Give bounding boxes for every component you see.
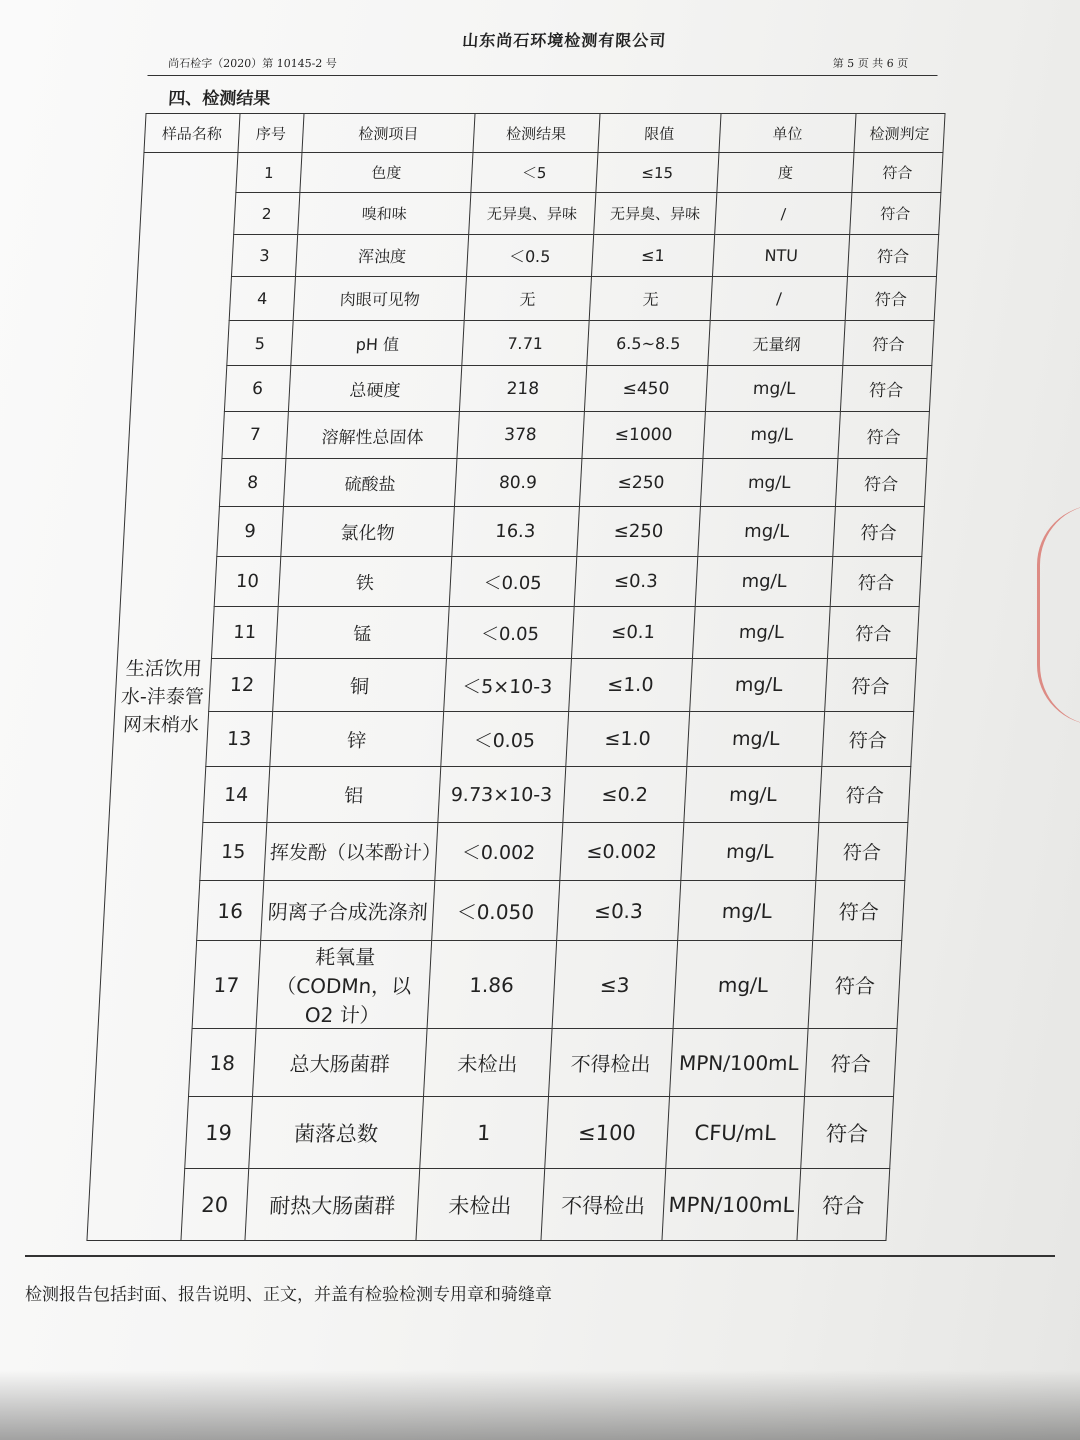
cell-result: 无异臭、异味 xyxy=(469,193,596,235)
cell-result: ＜5 xyxy=(471,153,598,193)
cell-limit: ≤1.0 xyxy=(568,659,693,712)
cell-no: 9 xyxy=(217,507,284,557)
cell-limit: 6.5~8.5 xyxy=(586,321,710,366)
table-row xyxy=(115,659,917,712)
cell-unit: mg/L xyxy=(684,767,822,823)
col-result: 检测结果 xyxy=(473,114,600,153)
cell-no: 2 xyxy=(234,193,300,235)
table-row xyxy=(130,366,931,412)
table-row xyxy=(112,712,914,767)
page-shadow xyxy=(0,1370,1080,1440)
cell-limit: ≤250 xyxy=(576,507,700,557)
cell-no: 11 xyxy=(211,607,278,659)
cell-no: 4 xyxy=(229,277,295,321)
table-row xyxy=(87,1169,890,1241)
cell-unit: CFU/mL xyxy=(666,1097,805,1169)
table-row xyxy=(128,412,929,459)
cell-unit: mg/L xyxy=(681,823,819,881)
section-title: 四、检测结果 xyxy=(167,89,271,109)
table-row xyxy=(91,1097,894,1169)
sample-name: 生活饮用水-沣泰管网末梢水 xyxy=(87,153,238,1241)
cell-no: 20 xyxy=(181,1169,249,1241)
table-row xyxy=(109,767,911,823)
cell-unit: mg/L xyxy=(701,459,838,507)
cell-limit: ≤0.3 xyxy=(556,881,681,941)
cell-no: 18 xyxy=(188,1029,256,1097)
cell-result: ＜0.05 xyxy=(446,607,573,659)
cell-no: 8 xyxy=(219,459,286,507)
cell-result: ＜0.050 xyxy=(432,881,560,941)
cell-limit: ≤0.1 xyxy=(571,607,695,659)
cell-result: 无 xyxy=(464,277,591,321)
cell-judge: 符合 xyxy=(835,459,926,507)
table-row xyxy=(117,607,919,659)
document-body xyxy=(86,28,940,1241)
cell-unit: MPN/100mL xyxy=(662,1169,801,1241)
col-sample: 样品名称 xyxy=(144,114,240,153)
cell-judge: 符合 xyxy=(828,607,920,659)
table-row xyxy=(135,277,936,321)
report-number: 尚石检字（2020）第 10145-2 号 xyxy=(167,57,338,70)
cell-item: 总硬度 xyxy=(288,366,461,412)
cell-item: 铝 xyxy=(267,767,441,823)
cell-no: 13 xyxy=(206,712,273,767)
cell-item: 菌落总数 xyxy=(249,1097,424,1169)
cell-item: 阴离子合成洗涤剂 xyxy=(261,881,435,941)
cell-judge: 符合 xyxy=(816,823,908,881)
col-no: 序号 xyxy=(238,114,304,153)
cell-no: 6 xyxy=(224,366,291,412)
table-row xyxy=(123,507,925,557)
cell-item: 硫酸盐 xyxy=(283,459,456,507)
cell-item: 色度 xyxy=(300,153,473,193)
table-row xyxy=(125,459,927,507)
cell-item: 嗅和味 xyxy=(298,193,471,235)
cell-item: 肉眼可见物 xyxy=(293,277,466,321)
cell-unit: mg/L xyxy=(698,507,835,557)
cell-limit: ≤100 xyxy=(544,1097,670,1169)
table-row xyxy=(103,881,905,941)
cell-limit: ≤0.3 xyxy=(574,557,698,607)
cell-judge: 符合 xyxy=(833,507,925,557)
cell-item: 铜 xyxy=(273,659,447,712)
cell-unit: / xyxy=(710,277,847,321)
table-row xyxy=(106,823,908,881)
cell-no: 19 xyxy=(185,1097,253,1169)
cell-result: 7.71 xyxy=(462,321,589,366)
cell-item: 铁 xyxy=(278,557,452,607)
cell-limit: ≤1000 xyxy=(581,412,705,459)
cell-unit: mg/L xyxy=(687,712,825,767)
cell-limit: 不得检出 xyxy=(540,1169,666,1241)
cell-unit: 无量纲 xyxy=(708,321,845,366)
table-row xyxy=(133,321,934,366)
cell-item: 锌 xyxy=(270,712,444,767)
cell-judge: 符合 xyxy=(850,193,941,235)
cell-limit: ≤1.0 xyxy=(565,712,690,767)
cell-result: ＜5×10-3 xyxy=(444,659,571,712)
cell-limit: ≤0.2 xyxy=(562,767,687,823)
cell-limit: 不得检出 xyxy=(548,1029,673,1097)
cell-judge: 符合 xyxy=(852,153,943,193)
company-name: 山东尚石环境检测有限公司 xyxy=(461,31,667,50)
cell-no: 1 xyxy=(236,153,302,193)
cell-unit: mg/L xyxy=(703,412,840,459)
cell-result: 16.3 xyxy=(452,507,579,557)
cell-no: 15 xyxy=(200,823,267,881)
cell-limit: 无 xyxy=(589,277,713,321)
cell-item: 溶解性总固体 xyxy=(286,412,459,459)
cell-result: 未检出 xyxy=(424,1029,552,1097)
cell-judge: 符合 xyxy=(805,1029,898,1097)
cell-limit: ≤3 xyxy=(552,941,678,1029)
cell-judge: 符合 xyxy=(808,941,902,1029)
footer-note: 检测报告包括封面、报告说明、正文，并盖有检验检测专用章和骑缝章 xyxy=(25,1285,552,1305)
cell-unit: mg/L xyxy=(673,941,812,1029)
table-row xyxy=(137,235,938,277)
cell-result: 218 xyxy=(459,366,586,412)
cell-item: 挥发酚（以苯酚计） xyxy=(264,823,438,881)
col-unit: 单位 xyxy=(719,114,856,153)
cell-limit: ≤15 xyxy=(595,153,719,193)
cell-no: 5 xyxy=(227,321,293,366)
cell-judge: 符合 xyxy=(843,321,934,366)
cell-result: ＜0.002 xyxy=(435,823,563,881)
cell-judge: 符合 xyxy=(840,366,931,412)
cell-judge: 符合 xyxy=(797,1169,890,1241)
cell-result: ＜0.5 xyxy=(466,235,593,277)
col-limit: 限值 xyxy=(597,114,721,153)
cell-judge: 符合 xyxy=(819,767,911,823)
cell-judge: 符合 xyxy=(813,881,905,941)
cell-item: 浑浊度 xyxy=(296,235,469,277)
page-info: 第 5 页 共 6 页 xyxy=(832,57,909,70)
cell-unit: mg/L xyxy=(690,659,828,712)
cell-unit: / xyxy=(715,193,852,235)
cell-unit: MPN/100mL xyxy=(670,1029,808,1097)
cell-unit: NTU xyxy=(713,235,850,277)
cell-result: 未检出 xyxy=(416,1169,544,1241)
table-body xyxy=(87,153,943,1241)
cell-result: 378 xyxy=(457,412,584,459)
cell-item: 耐热大肠菌群 xyxy=(245,1169,420,1241)
cell-result: 80.9 xyxy=(454,459,581,507)
results-table xyxy=(86,113,945,1241)
table-row xyxy=(120,557,922,607)
cell-judge: 符合 xyxy=(801,1097,894,1169)
cell-no: 16 xyxy=(197,881,264,941)
cell-judge: 符合 xyxy=(848,235,939,277)
footer-divider xyxy=(25,1255,1055,1257)
cell-item: 氯化物 xyxy=(281,507,455,557)
cell-judge: 符合 xyxy=(830,557,922,607)
cell-limit: 无异臭、异味 xyxy=(593,193,717,235)
cell-result: 1.86 xyxy=(427,941,556,1029)
cell-unit: mg/L xyxy=(695,557,832,607)
cell-judge: 符合 xyxy=(822,712,914,767)
cell-unit: 度 xyxy=(717,153,854,193)
table-row xyxy=(142,153,943,193)
col-judge: 检测判定 xyxy=(854,114,945,153)
cell-judge: 符合 xyxy=(838,412,929,459)
cell-limit: ≤1 xyxy=(591,235,715,277)
table-header-row xyxy=(144,114,945,153)
cell-no: 10 xyxy=(214,557,281,607)
cell-item: 耗氧量（CODMn，以 O2 计） xyxy=(256,941,432,1029)
table-row xyxy=(140,193,941,235)
cell-no: 17 xyxy=(192,941,261,1029)
cell-item: pH 值 xyxy=(291,321,464,366)
cell-limit: ≤250 xyxy=(579,459,703,507)
cell-no: 7 xyxy=(222,412,289,459)
cell-item: 总大肠菌群 xyxy=(253,1029,428,1097)
table-row xyxy=(95,1029,898,1097)
seam-stamp xyxy=(1037,505,1080,725)
cell-unit: mg/L xyxy=(706,366,843,412)
cell-judge: 符合 xyxy=(845,277,936,321)
cell-item: 锰 xyxy=(275,607,449,659)
cell-unit: mg/L xyxy=(678,881,816,941)
report-meta xyxy=(147,55,938,76)
cell-unit: mg/L xyxy=(693,607,831,659)
cell-no: 14 xyxy=(203,767,270,823)
cell-no: 3 xyxy=(231,235,297,277)
cell-result: 9.73×10-3 xyxy=(438,767,565,823)
cell-result: ＜0.05 xyxy=(441,712,568,767)
col-item: 检测项目 xyxy=(302,114,475,153)
cell-limit: ≤450 xyxy=(584,366,708,412)
table-row xyxy=(98,941,902,1029)
cell-limit: ≤0.002 xyxy=(559,823,684,881)
cell-result: ＜0.05 xyxy=(449,557,576,607)
cell-judge: 符合 xyxy=(825,659,917,712)
cell-no: 12 xyxy=(209,659,276,712)
cell-result: 1 xyxy=(420,1097,548,1169)
